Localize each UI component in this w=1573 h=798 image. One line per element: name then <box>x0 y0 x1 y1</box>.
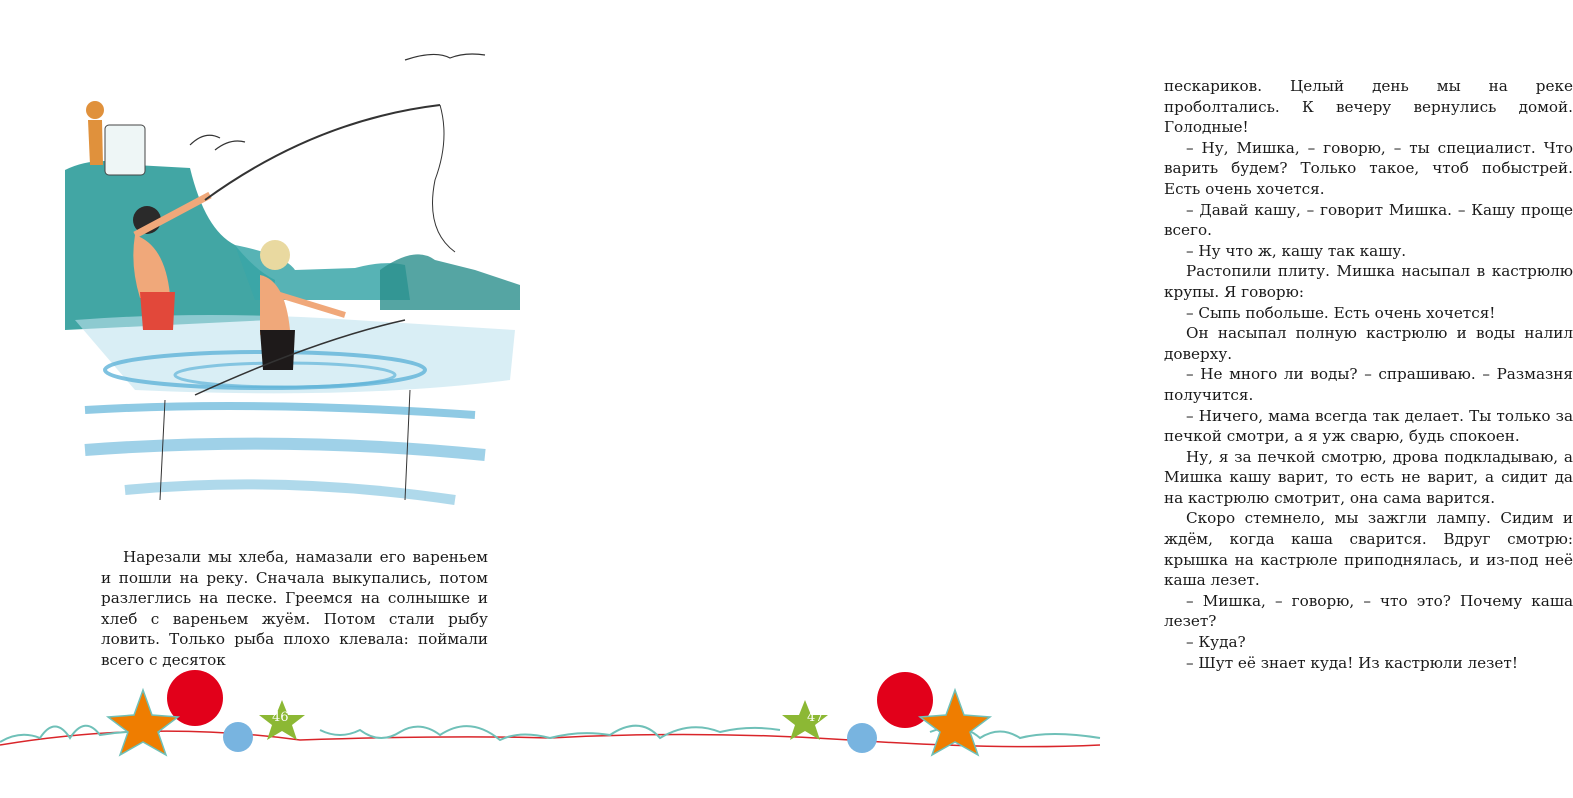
left-page-text <box>101 547 488 671</box>
paragraph: – Куда? <box>1186 633 1246 652</box>
paragraph: – Не много ли воды? – спрашиваю. – Размазня получится. <box>1164 365 1573 404</box>
fishing-boys-illustration <box>55 30 525 540</box>
christmas-garland-decoration <box>0 660 1100 798</box>
paragraph: Он насыпал полную кастрюлю и воды налил доверху. <box>1164 324 1573 363</box>
page-number-right: 47 <box>807 710 824 725</box>
paragraph: Скоро стемнело, мы зажгли лампу. Сидим и ждём, когда каша сварится. Вдруг смотрю: крышка на кастрюле приподнялась, и из-под неё каша лезет. <box>1164 509 1573 590</box>
paragraph: – Ну, Мишка, – говорю, – ты специалист. Что варить будем? Только такое, чтоб побыстрей. Есть очень хочется. <box>1164 138 1573 198</box>
paragraph: Ну, я за печкой смотрю, дрова подкладываю, а Мишка кашу варит, то есть не варит, а сидит да на кастрюлю смотрит, она сама варится. <box>1164 447 1573 507</box>
paragraph: – Ну что ж, кашу так кашу. <box>1186 241 1407 260</box>
paragraph: Растопили плиту. Мишка насыпал в кастрюлю крупы. Я говорю: <box>1164 262 1573 301</box>
paragraph: Нарезали мы хлеба, намазали его вареньем и пошли на реку. Сначала выкупались, потом разлеглись на песке. Греемся на солнышке и хлеб с вареньем жуём. Потом стали рыбу ловить. Только рыба плохо клевала: поймали всего с десяток <box>101 548 488 669</box>
paragraph: – Шут её знает куда! Из кастрюли лезет! <box>1186 653 1518 672</box>
paragraph: пескариков. Целый день мы на реке проболтались. К вечеру вернулись домой. Голодные! <box>1164 77 1573 137</box>
page-number-left: 46 <box>272 710 289 725</box>
paragraph: – Сыпь побольше. Есть очень хочется! <box>1186 303 1496 322</box>
paragraph: – Мишка, – говорю, – что это? Почему каша лезет? <box>1164 591 1573 631</box>
right-page-text <box>1164 76 1573 673</box>
paragraph: – Ничего, мама всегда так делает. Ты только за печкой смотри, а я уж сварю, будь спокоен. <box>1164 406 1573 446</box>
paragraph: – Давай кашу, – говорит Мишка. – Кашу проще всего. <box>1164 200 1573 240</box>
